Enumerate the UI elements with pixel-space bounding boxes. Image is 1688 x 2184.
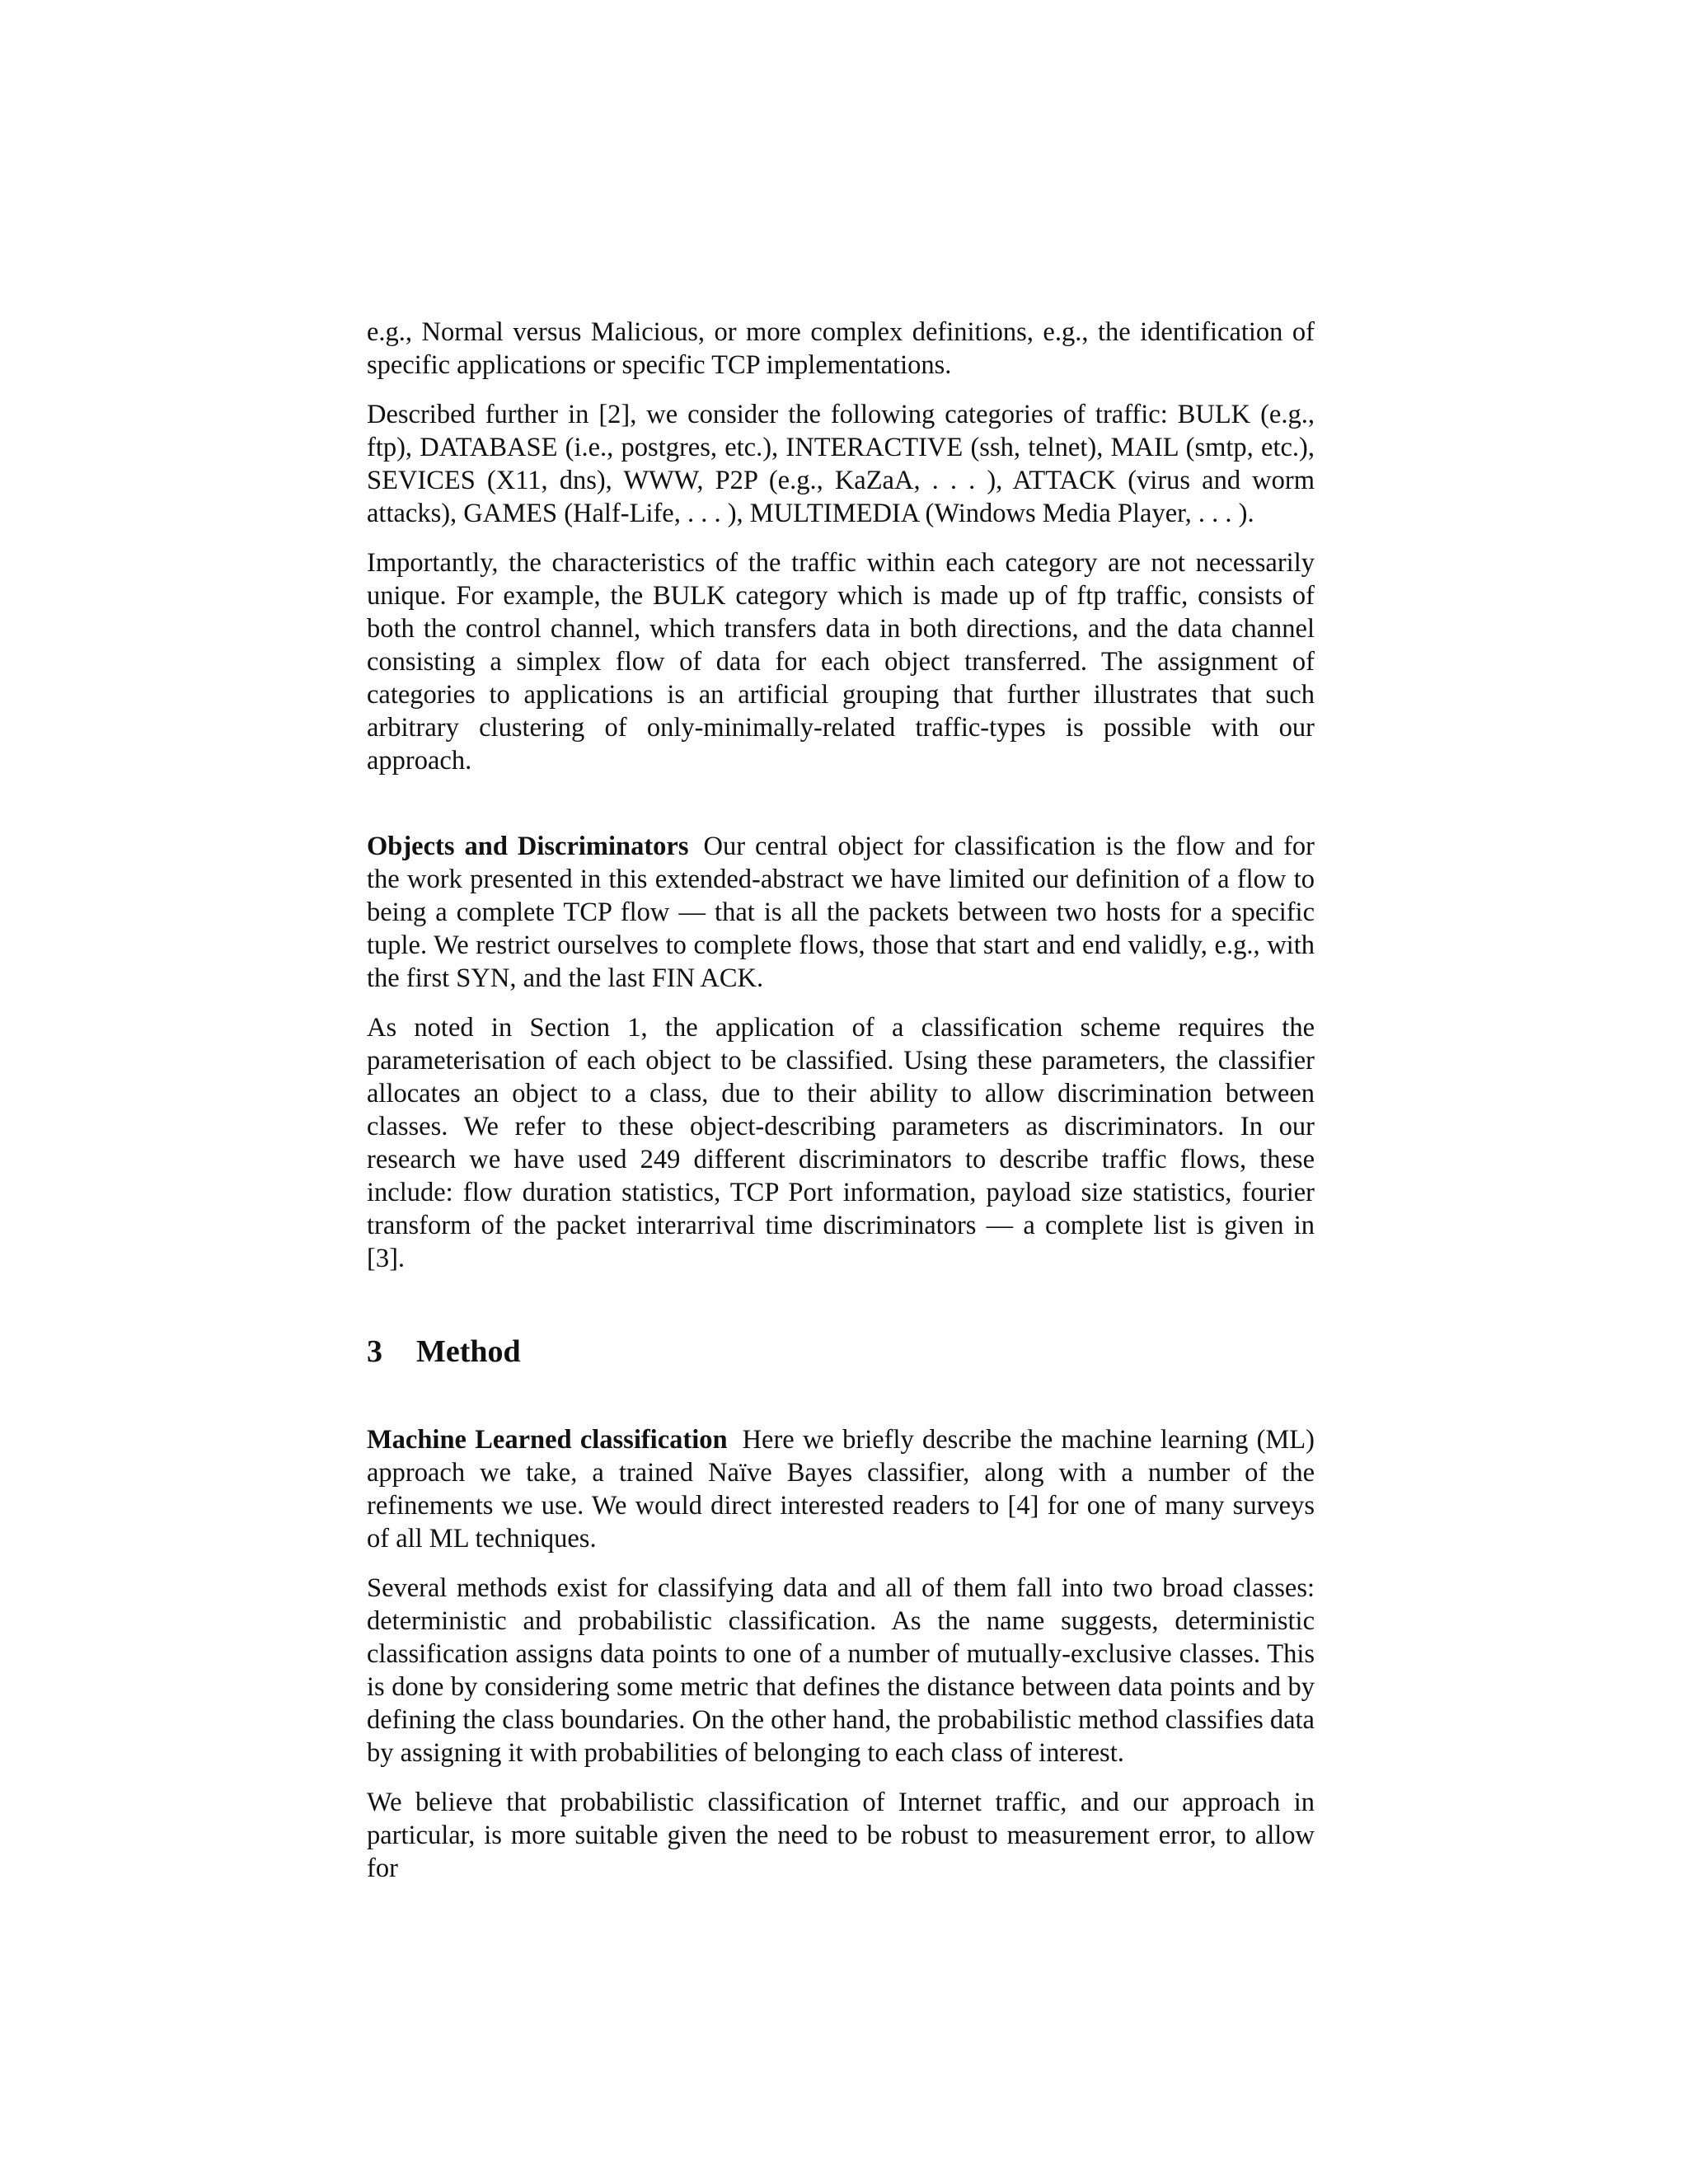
paragraph-traffic-categories: Described further in [2], we consider the following categories of traffic: BULK (e.g., ftp), DATABASE (i.e., postgres, etc.), INTERACTIVE (ssh, telnet), MAIL (smtp, etc.), SEVICES (X11, dns), WWW, P2P (e.g., KaZaA, . . . ), ATTACK (virus and worm attacks), GAMES (Half-Life, . . . ), MULTIMEDIA (Windows Media Player, . . . ). — [367, 400, 1315, 528]
paragraph-objects-discriminators — [367, 830, 1315, 995]
run-in-heading-ml: Machine Learned classification — [367, 1425, 728, 1455]
paragraph-ml-body: Here we briefly describe the machine learning (ML) approach we take, a trained Naïve Bayes classifier, along with a number of the refinements we use. We would direct interested readers to [4] for one of many surveys of all ML techniques. — [367, 1425, 1315, 1554]
run-in-heading-objects: Objects and Discriminators — [367, 832, 689, 861]
paragraph-traffic-definitions: e.g., Normal versus Malicious, or more complex definitions, e.g., the identification of specific applications or specific TCP implementations. — [367, 317, 1315, 380]
section-heading — [367, 1333, 1315, 1371]
section-title: Method — [416, 1334, 521, 1369]
page-body — [367, 316, 1315, 1885]
paragraph-category-characteristics: Importantly, the characteristics of the traffic within each category are not necessarily unique. For example, the BULK category which is made up of ftp traffic, consists of both the control channel, which transfers data in both directions, and the data channel consisting a simplex flow of data for each object transferred. The assignment of categories to applications is an artificial grouping that further illustrates that such arbitrary clustering of only-minimally-related traffic-types is possible with our approach. — [367, 548, 1315, 776]
section-number: 3 — [367, 1334, 382, 1369]
paragraph-probabilistic-approach: We believe that probabilistic classification of Internet traffic, and our approach in particular, is more suitable given the need to be robust to measurement error, to allow for — [367, 1788, 1315, 1883]
paragraph-objects-body: Our central object for classification is the flow and for the work presented in this extended-abstract we have limited our definition of a flow to being a complete TCP flow — that is all the packets between two hosts for a specific tuple. We restrict ourselves to complete flows, those that start and end validly, e.g., with the first SYN, and the last FIN ACK. — [367, 832, 1315, 993]
paragraph-discriminators-list: As noted in Section 1, the application of a classification scheme requires the parameterisation of each object to be classified. Using these parameters, the classifier allocates an object to a class, due to their ability to allow discrimination between classes. We refer to these object-describing parameters as discriminators. In our research we have used 249 different discriminators to describe traffic flows, these include: flow duration statistics, TCP Port information, payload size statistics, fourier transform of the packet interarrival time discriminators — a complete list is given in [3]. — [367, 1013, 1315, 1273]
paragraph-ml-classification — [367, 1423, 1315, 1555]
paragraph-classification-methods: Several methods exist for classifying data and all of them fall into two broad classes: deterministic and probabilistic classification. As the name suggests, deterministic classification assigns data points to one of a number of mutually-exclusive classes. This is done by considering some metric that defines the distance between data points and by defining the class boundaries. On the other hand, the probabilistic method classifies data by assigning it with probabilities of belonging to each class of interest. — [367, 1573, 1315, 1768]
